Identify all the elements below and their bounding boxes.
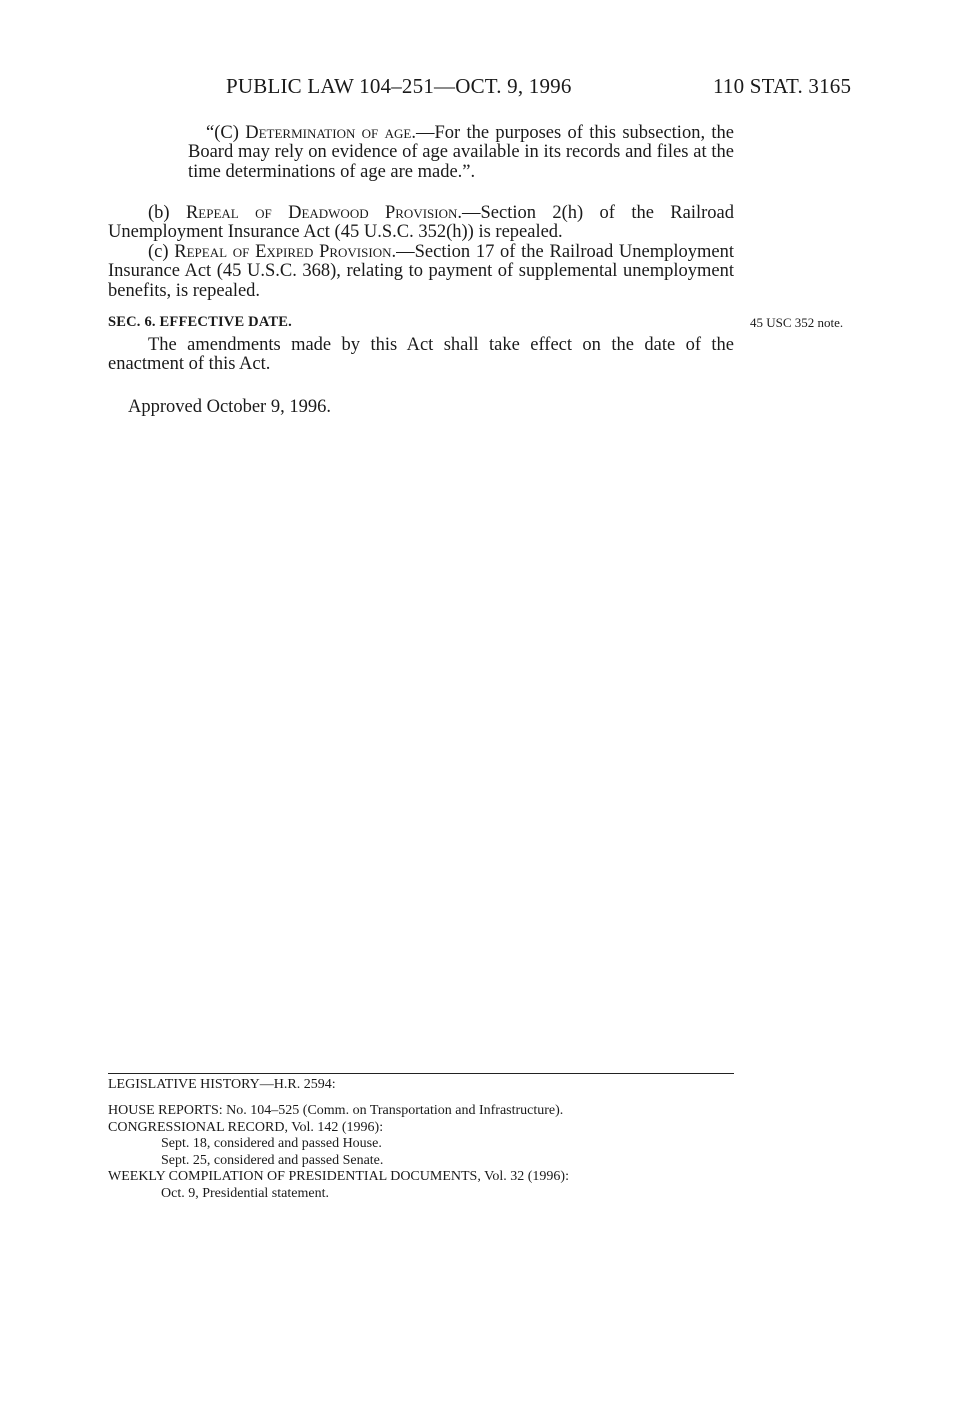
house-reports: HOUSE REPORTS: No. 104–525 (Comm. on Transportation and Infrastructure). [108,1103,564,1118]
weekly-compilation: WEEKLY COMPILATION OF PRESIDENTIAL DOCUMENTS, Vol. 32 (1996): [108,1169,569,1184]
history-item: Sept. 25, considered and passed Senate. [161,1152,384,1168]
paragraph-determination-of-age: “(C) Determination of age.—For the purposes of this subsection, the Board may rely on evidence of age available in its records and files at the time determinations of age are made.”. [188,123,734,182]
subsection-b: (b) Repeal of Deadwood Provision.—Section 2(h) of the Railroad Unemployment Insurance Act (45 U.S.C. 352(h)) is repealed. [108,203,735,243]
subsection-block [108,204,734,301]
running-header-title: PUBLIC LAW 104–251—OCT. 9, 1996 [226,74,572,98]
approval-date: Approved October 9, 1996. [128,397,331,417]
history-item: Oct. 9, Presidential statement. [161,1185,329,1201]
footnote-rule [108,1073,734,1074]
section-heading: SEC. 6. EFFECTIVE DATE. [108,314,293,330]
section-text: The amendments made by this Act shall take effect on the date of the enactment of this Act. [108,335,734,375]
history-item: Sept. 18, considered and passed House. [161,1136,382,1151]
legislative-history [108,1103,569,1202]
subsection-heading: Repeal of Expired Provision [174,241,392,262]
subsection-c: (c) Repeal of Expired Provision.—Section 17 of the Railroad Unemployment Insurance Act (45 U.S.C. 368), relating to payment of supplemental unemployment benefits, is repealed. [108,241,735,301]
paragraph-heading: Determination of age [245,123,412,143]
margin-note: 45 USC 352 note. [750,315,844,330]
statute-page-number: 110 STAT. 3165 [713,74,852,98]
subsection-heading: Repeal of Deadwood Provision [185,203,458,223]
congressional-record: CONGRESSIONAL RECORD, Vol. 142 (1996): [108,1119,384,1135]
legislative-history-title: LEGISLATIVE HISTORY—H.R. 2594: [108,1077,336,1092]
